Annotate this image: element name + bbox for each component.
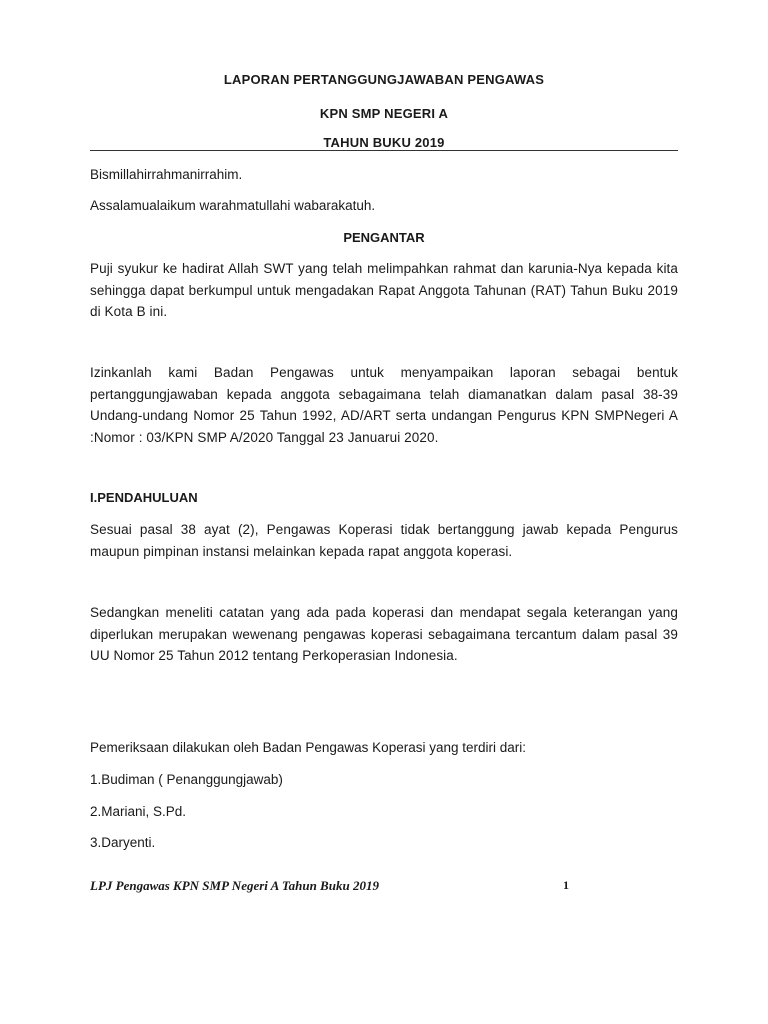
pengantar-paragraph-2: Izinkanlah kami Badan Pengawas untuk menyampaikan laporan sebagai bentuk pertanggungjawaban kepada anggota sebagaimana telah diamanatkan dalam pasal 38-39 Undang-undang Nomor 25 Tahun 1992, AD/ART serta undangan Pengurus KPN SMPNegeri A :Nomor : 03/KPN SMP A/2020 Tanggal 23 Januarui 2020. — [90, 365, 678, 445]
pendahuluan-heading: I.PENDAHULUAN — [90, 490, 198, 505]
member-list-item: 3.Daryenti. — [90, 835, 156, 850]
organization-name: KPN SMP NEGERI A — [319, 106, 449, 121]
header-divider — [90, 150, 678, 151]
member-list-item: 2.Mariani, S.Pd. — [90, 804, 187, 819]
opening-salam: Assalamualaikum warahmatullahi wabarakatuh. — [90, 198, 376, 213]
member-list-item: 1.Budiman ( Penanggungjawab) — [90, 772, 283, 787]
pendahuluan-paragraph-1: Sesuai pasal 38 ayat (2), Pengawas Koperasi tidak bertanggung jawab kepada Pengurus maupun pimpinan instansi melainkan kepada rapat anggota koperasi. — [90, 522, 678, 559]
fiscal-year: TAHUN BUKU 2019 — [323, 135, 445, 150]
pendahuluan-paragraph-2: Sedangkan meneliti catatan yang ada pada koperasi dan mendapat segala keterangan yang diperlukan merupakan wewenang pengawas koperasi sebagaimana tercantum dalam pasal 39 UU Nomor 25 Tahun 2012 tentang Perkoperasian Indonesia. — [90, 605, 678, 663]
page-footer: LPJ Pengawas KPN SMP Negeri A Tahun Buku 2019 — [90, 878, 379, 893]
page-number: 1 — [563, 878, 569, 892]
opening-basmalah: Bismillahirrahmanirrahim. — [90, 167, 243, 182]
pendahuluan-paragraph-3: Pemeriksaan dilakukan oleh Badan Pengawas Koperasi yang terdiri dari: — [90, 740, 527, 755]
document-title: LAPORAN PERTANGGUNGJAWABAN PENGAWAS — [223, 72, 545, 87]
pengantar-heading: PENGANTAR — [343, 230, 425, 245]
pengantar-paragraph-1: Puji syukur ke hadirat Allah SWT yang telah melimpahkan rahmat dan karunia-Nya kepada kita sehingga dapat berkumpul untuk mengadakan Rapat Anggota Tahunan (RAT) Tahun Buku 2019 di Kota B ini. — [90, 261, 678, 319]
